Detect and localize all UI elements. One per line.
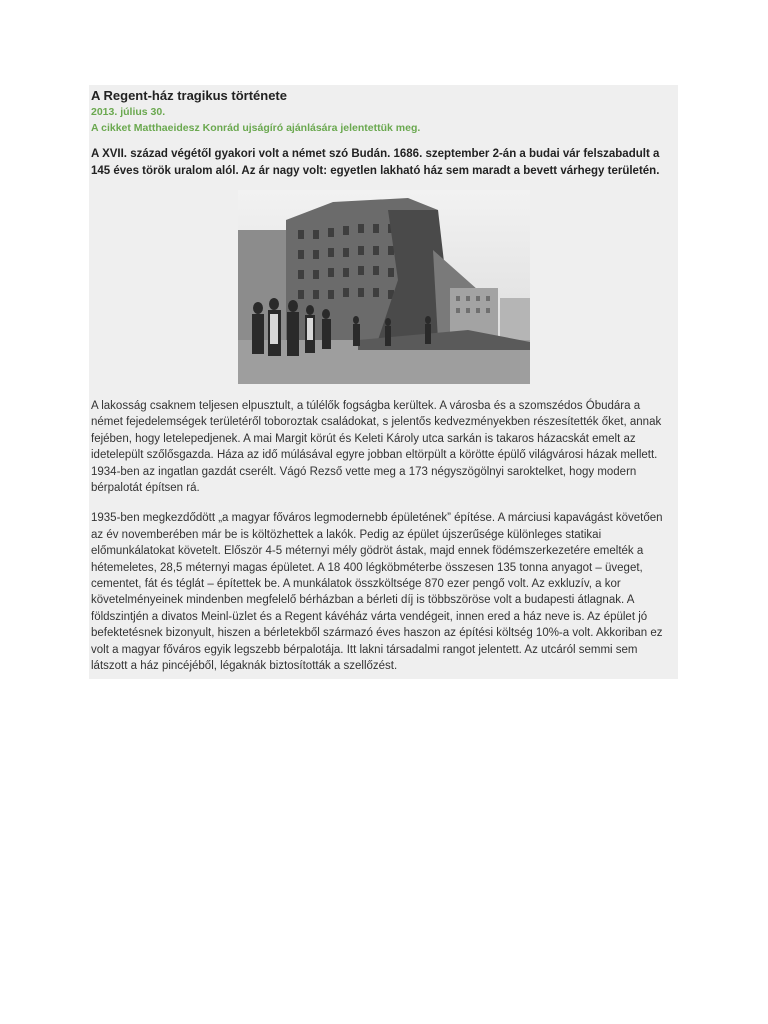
article-lead: A XVII. század végétől gyakori volt a német szó Budán. 1686. szeptember 2-án a budai vár felszabadult a 145 éves török uralom alól. Az ár nagy volt: egyetlen lakható ház sem maradt a bevett várhegy területén. bbox=[91, 148, 660, 177]
article-paragraph: A lakosság csaknem teljesen elpusztult, a túlélők fogságba kerültek. A városba és a szomszédos Óbudára a német fejedelemségek területéről toboroztak családokat, s jelentős kedvezményekben részesítették őket, annak fejében, hogy letelepedjenek. A mai Margit körút és Keleti Károly utca sarkán is takaros házacskát emelt az idetelepült szőlősgazda. Háza az idő múlásával egyre jobban eltörpült a körötte épülő világvárosi házak mellett. 1934-ben az ingatlan gazdát cserélt. Vágó Rezső vette meg a 173 négyszögölnyi saroktelket, hogy modern bérpalotát építsen rá. bbox=[91, 400, 662, 495]
article-container bbox=[89, 85, 678, 679]
article-paragraph: 1935-ben megkezdődött „a magyar főváros legmodernebb épületének” építése. A márciusi kapavágást követően az év novemberében már be is költözhettek a lakók. Pedig az épület újszerűsége különleges statikai előmunkálatokat követelt. Először 4-5 méternyi mély gödröt ástak, majd ennek födémszerkezetére emelték a hétemeletes, 28,5 méternyi magas épületet. A 18 400 légköbméterbe összesen 135 tonna anyagot – üveget, cementet, fát és téglát – építettek be. A munkálatok összköltsége 870 ezer pengő volt. Az exkluzív, a kor követelményeinek mindenben megfelelő bérházban a bérleti díj is többszöröse volt a budapesti átlagnak. A földszintjén a divatos Meinl-üzlet és a Regent kávéház várta vendégeit, innen ered a ház neve is. Az épület jó befektetésnek bizonyult, hiszen a bérletekből származó éves haszon az építési költség 10%-a volt. Akkoriban ez volt a magyar főváros egyik legszebb bérpalotája. Itt lakni társadalmi rangot jelentett. Az utcáról semmi sem látszott a ház pincéjéből, légaknák biztosították a szellőzést. bbox=[91, 512, 663, 673]
historic-ruined-building-photo-icon bbox=[238, 190, 530, 384]
article-credit: A cikket Matthaeidesz Konrád ujságíró ajánlására jelentettük meg. bbox=[91, 122, 421, 134]
article-photo bbox=[238, 190, 530, 384]
article-date: 2013. július 30. bbox=[91, 106, 166, 118]
article-title: A Regent-ház tragikus története bbox=[91, 88, 287, 103]
